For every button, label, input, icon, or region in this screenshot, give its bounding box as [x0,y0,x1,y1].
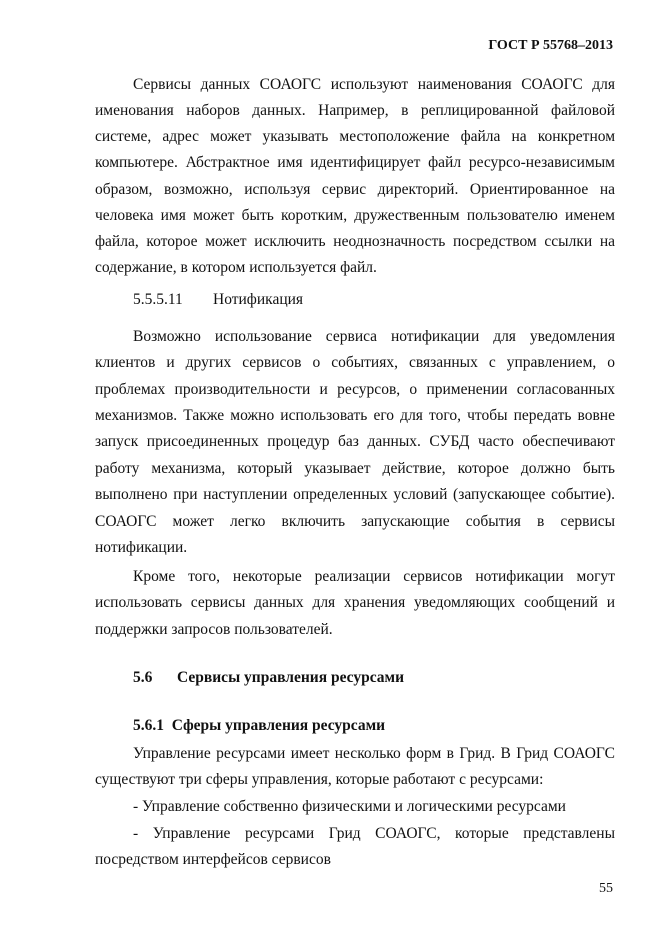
paragraph-line: Кроме того, некоторые реализации сервисов нотификации могут [133,568,615,585]
paragraph-line: механизмов. Также можно использовать его для того, чтобы передать вовне [95,407,615,424]
subsection-number: 5.6.1 [133,717,164,734]
paragraph-line: проблемах производительности и ресурсов, о применении согласованных [95,381,615,398]
subsection-number: 5.5.5.11 [133,291,183,308]
paragraph-line: компьютере. Абстрактное имя идентифицирует файл ресурсо-независимым [95,154,615,171]
paragraph-line: выполнено при наступлении определенных условий (запускающее событие). [95,486,615,503]
paragraph-line: нотификации. [95,539,188,556]
paragraph-line: файла, которое может исключить неоднозначность посредством ссылки на [95,233,615,250]
section-title: Сервисы управления ресурсами [177,669,404,686]
paragraph-line: существуют три сферы управления, которые работают с ресурсами: [95,771,544,788]
page-number: 55 [599,881,613,896]
section-heading [133,668,615,688]
paragraph-line: образом, возможно, используя сервис директорий. Ориентированное на [95,181,615,198]
list-item: - Управление ресурсами Грид СОАОГС, которые представлены [133,825,615,842]
paragraph-line: клиентов и других сервисов о событиях, связанных с управлением, о [95,354,615,371]
paragraph-line: именования наборов данных. Например, в реплицированной файловой [95,102,615,119]
subsection-title: Нотификация [213,291,304,308]
paragraph-line: человека имя может быть коротким, дружественным пользователю именем [95,207,615,224]
paragraph-line: использовать сервисы данных для хранения уведомляющих сообщений и [95,594,615,611]
paragraph-line: системе, адрес может указывать местоположение файла на конкретном [95,128,615,145]
document-code-header: ГОСТ Р 55768–2013 [488,38,613,53]
paragraph-line: запуск присоединенных процедур баз данных. СУБД часто обеспечивают [95,433,615,450]
paragraph-line: поддержки запросов пользователей. [95,621,333,638]
list-item: - Управление собственно физическими и логическими ресурсами [133,798,566,815]
paragraph-line: Сервисы данных СОАОГС используют наименования СОАОГС для [133,76,615,93]
paragraph-line: Возможно использование сервиса нотификации для уведомления [133,328,615,345]
list-item-continuation: посредством интерфейсов сервисов [95,851,331,868]
paragraph-line: СОАОГС может легко включить запускающие события в сервисы [95,513,615,530]
subsection-title: Сферы управления ресурсами [171,717,386,734]
paragraph-line: Управление ресурсами имеет несколько форм в Грид. В Грид СОАОГС [133,745,615,762]
paragraph-line: работу механизма, который указывает действие, которое должно быть [95,460,615,477]
section-number: 5.6 [133,669,153,686]
subsection-heading [133,290,615,310]
subsection-heading [133,716,615,736]
paragraph-line: содержание, в котором используется файл. [95,259,377,276]
